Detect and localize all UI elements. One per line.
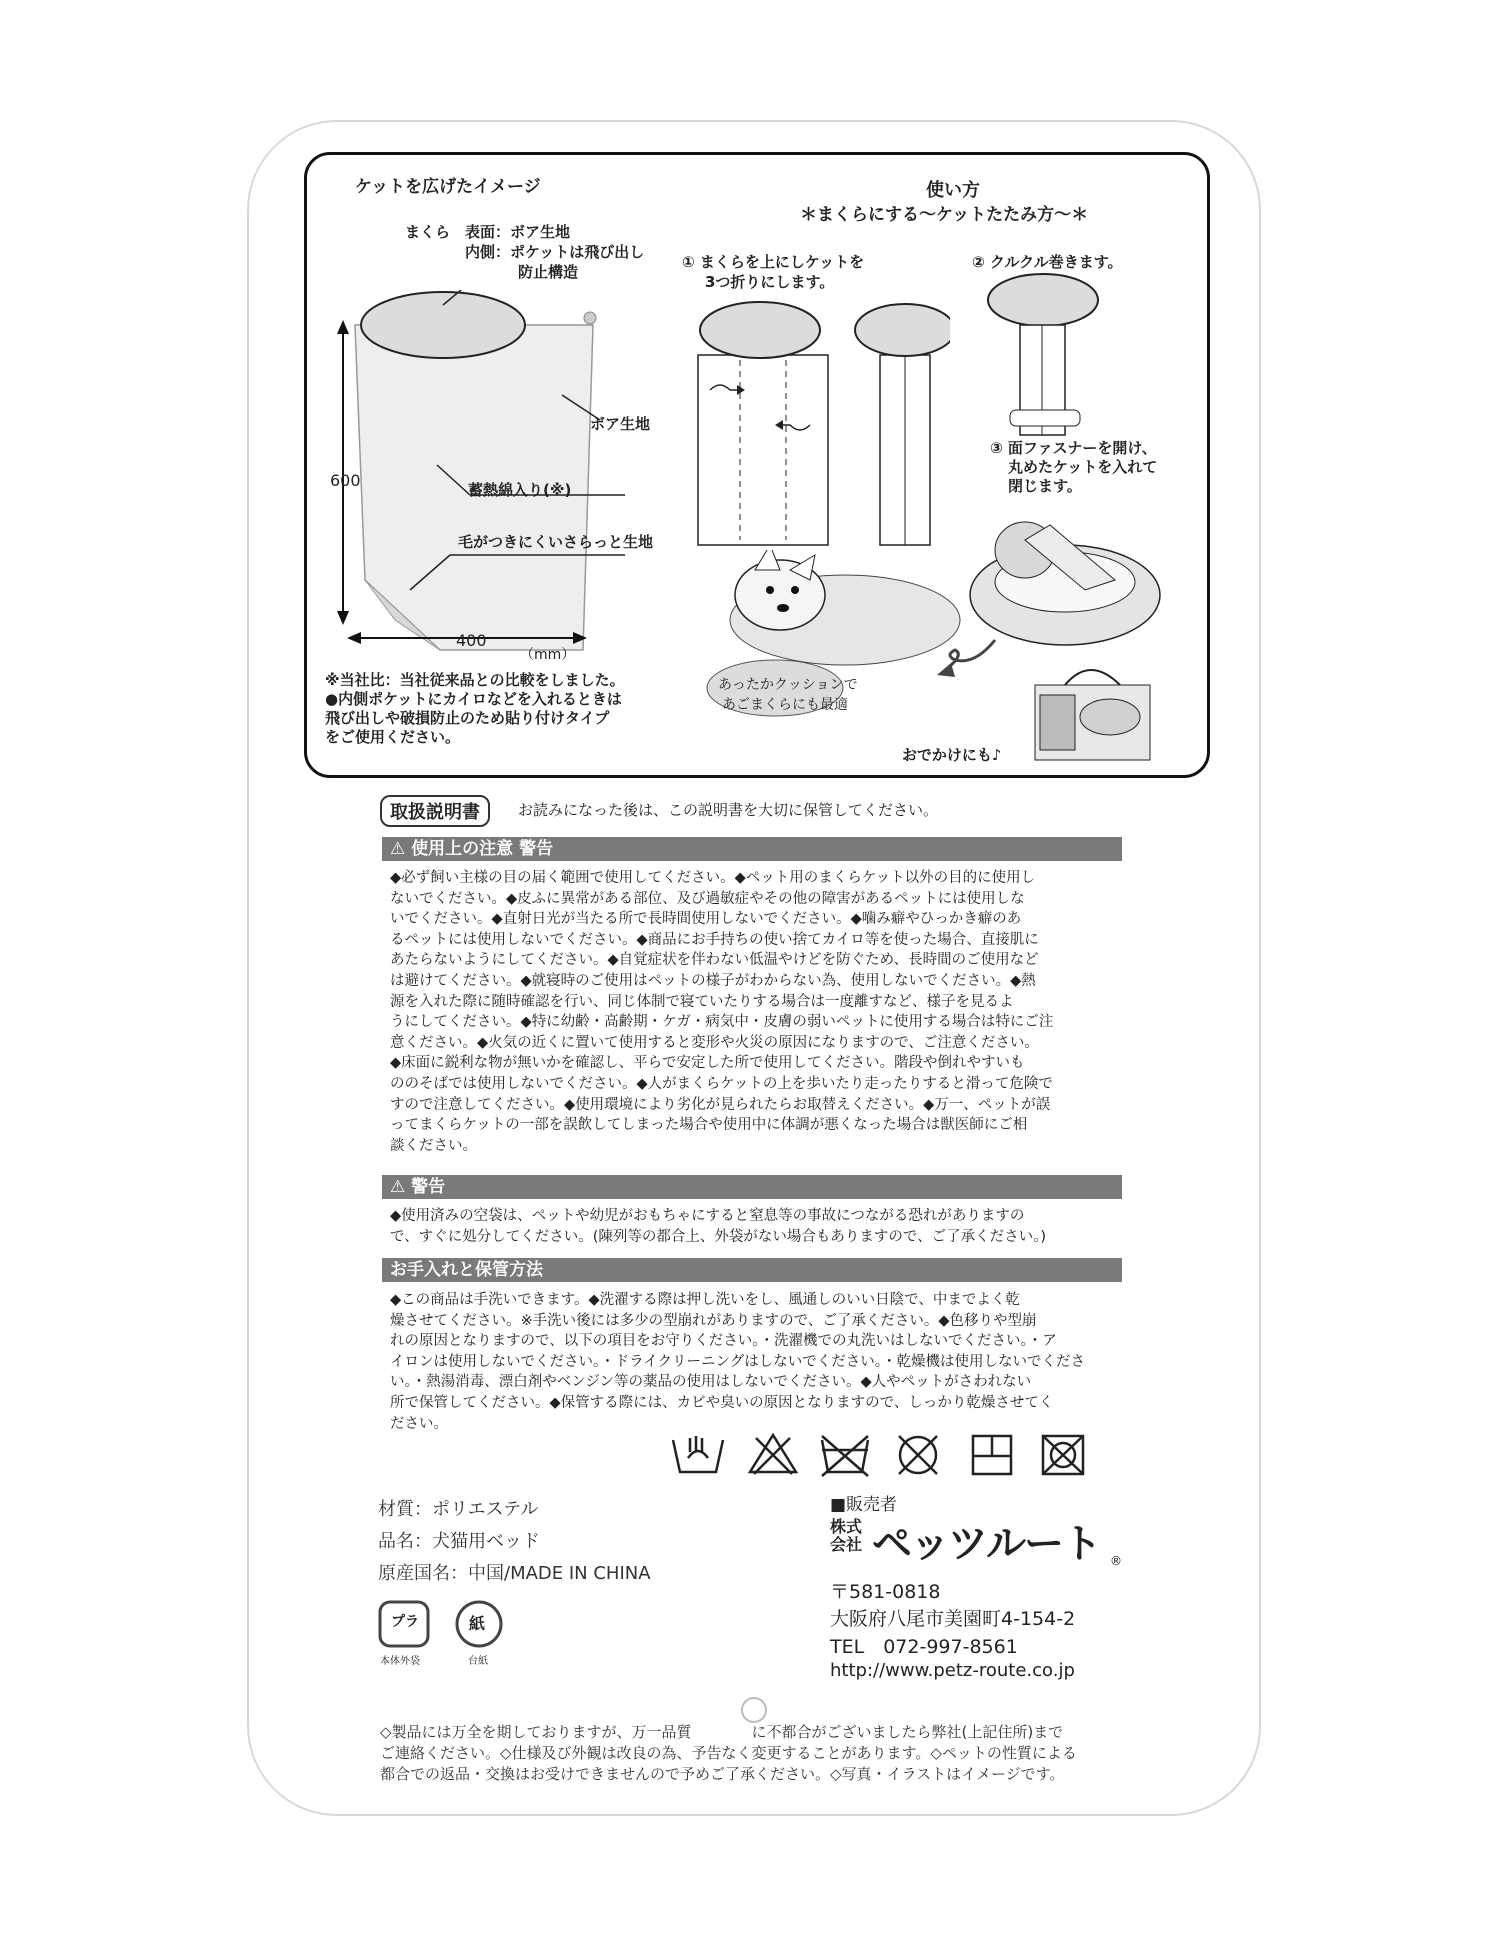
caution-line: ◆必ず飼い主様の目の届く範囲で使用してください。◆ペット用のまくらケット以外の目的に使用し: [390, 870, 1036, 886]
care-symbols: [668, 1430, 1108, 1480]
care-line: 所で保管してください。◆保管する際には、カビや臭いの原因となりますので、しっかり乾燥させてく: [390, 1394, 1054, 1411]
no-dry-clean-icon: [899, 1436, 937, 1474]
caution-line: は避けてください。◆就寝時のご使用はペットの様子がわからない為、使用しないでください。◆熱: [390, 972, 1036, 989]
care-line: ◆この商品は手洗いできます。◆洗濯する際は押し洗いをし、風通しのいい日陰で、中までよく乾: [390, 1292, 1020, 1308]
warning-icon: ⚠: [390, 839, 406, 859]
step-2: ② クルクル巻きます。: [972, 253, 1123, 271]
step-3-line-1: ③ 面ファスナーを開け、: [990, 439, 1157, 457]
bubble-line-1: あったかクッションで: [718, 677, 858, 693]
no-iron-icon: [1043, 1436, 1083, 1474]
care-line: ださい。: [390, 1415, 448, 1432]
caution-line: うにしてください。◆特に幼齢・高齢期・ケガ・病気中・皮膚の弱いペットに使用する場合は特にご注: [390, 1014, 1054, 1031]
note-1: ※当社比：当社従来品との比較をしました。: [325, 671, 625, 689]
care-line: れの原因となりますので、以下の項目をお守りください。・洗濯機での丸洗いはしないでください。・ア: [390, 1333, 1057, 1350]
paper-mark-label: 紙: [469, 1614, 486, 1633]
step-3-line-3: 閉じます。: [1008, 477, 1082, 495]
warning-line: ◆使用済みの空袋は、ペットや幼児がおもちゃにすると窒息等の事故につながる恐れがありますの: [390, 1208, 1025, 1224]
dimension-height: 600: [330, 471, 361, 490]
plastic-caption: 本体外袋: [380, 1656, 420, 1667]
care-line: い。・熱湯消毒、漂白剤やベンジン等の薬品の使用はしないでください。◆人やペットがさわれない: [390, 1374, 1032, 1391]
manual-intro: お読みになった後は、この説明書を大切に保管してください。: [518, 801, 939, 819]
caution-line: るペットには使用しないでください。◆商品にお手持ちの使い捨てカイロ等を使った場合、直接肌に: [390, 931, 1039, 948]
product-name: 品名：犬猫用ベッド: [378, 1531, 540, 1552]
step-3-line-2: 丸めたケットを入れて: [1008, 458, 1158, 476]
caution-line: ってまくらケットの一部を誤飲してしまった場合や使用中に体調が悪くなった場合は獣医師にご相: [390, 1117, 1028, 1134]
bag-illustration: [1030, 655, 1160, 765]
dimension-unit: （mm）: [520, 647, 576, 663]
bubble-line-2: あごまくらにも最適: [722, 697, 848, 713]
seller-address: 大阪府八尾市美園町4-154-2: [830, 1608, 1076, 1630]
inner-label-2: 防止構造: [518, 263, 579, 281]
care-header: お手入れと保管方法: [382, 1258, 1122, 1282]
origin: 原産国名：中国/MADE IN CHINA: [378, 1563, 651, 1584]
warning-header: [382, 1175, 1122, 1199]
caution-line: ◆床面に鋭利な物が無いかを確認し、平らで安定した所で使用してください。階段や倒れやすいも: [390, 1055, 1025, 1072]
postal-code: 〒581-0818: [830, 1581, 941, 1603]
usage-subtitle: ＊まくらにする～ケットたたみ方～＊: [800, 205, 1089, 225]
hang-hole-bottom: [741, 1697, 767, 1723]
arrow-curl-icon: [935, 635, 1005, 685]
inner-label: 内側：ポケットは飛び出し: [465, 243, 645, 261]
step-1-line-1: ① まくらを上にしケットを: [682, 253, 865, 271]
heat-label: 蓄熱綿入り(※): [468, 481, 572, 499]
registered-mark: ®: [1110, 1554, 1122, 1568]
note-3: 飛び出しや破損防止のため貼り付けタイプ: [325, 709, 610, 727]
caution-title: 使用上の注意 警告: [411, 839, 554, 859]
seller-tel: TEL 072-997-8561: [830, 1636, 1018, 1658]
outing-label: おでかけにも♪: [902, 746, 1002, 764]
surface-label: 表面：ボア生地: [465, 223, 571, 241]
company-prefix-2: 会社: [830, 1535, 863, 1554]
warning-body: [390, 1206, 1105, 1247]
caution-line: いでください。◆直射日光が当たる所で長時間使用しないでください。◆噛み癖やひっかき癖のあ: [390, 911, 1022, 928]
company-logo: ペッツルート: [872, 1521, 1100, 1567]
no-bleach-icon: [750, 1435, 796, 1474]
pillow-label: まくら: [405, 223, 451, 241]
warning-line: で、すぐに処分してください。(陳列等の都合上、外袋がない場合もありますので、ご了承ください。): [390, 1228, 1046, 1245]
paper-caption: 台紙: [468, 1656, 488, 1667]
note-2: ●内側ポケットにカイロなどを入れるときは: [325, 690, 622, 708]
usage-title: 使い方: [926, 180, 980, 201]
care-line: イロンは使用しないでください。・ドライクリーニングはしないでください。・乾燥機は使用しないでくださ: [390, 1353, 1085, 1370]
caution-line: あたらないようにしてください。◆自覚症状を伴わない低温やけどを防ぐため、長時間のご使用など: [390, 952, 1039, 969]
company-prefix-1: 株式: [830, 1517, 863, 1536]
seller-url[interactable]: http://www.petz-route.co.jp: [830, 1660, 1075, 1681]
hand-wash-icon: [673, 1436, 723, 1472]
warning-title: 警告: [411, 1177, 446, 1197]
warning-icon: ⚠: [390, 1177, 406, 1197]
footer-note: [380, 1722, 1160, 1785]
caution-body: [390, 868, 1105, 1156]
care-body: [390, 1290, 1105, 1434]
care-line: 燥させてください。※手洗い後には多少の型崩れがありますので、ご了承ください。◆色移りや型崩: [390, 1312, 1037, 1329]
line-dry-icon: [973, 1436, 1011, 1474]
dimension-width: 400: [456, 631, 487, 650]
caution-line: すので注意してください。◆使用環境により劣化が見られたらお取替えください。◆万一、ペットが誤: [390, 1096, 1051, 1113]
material: 材質：ポリエステル: [378, 1499, 539, 1520]
diagram-title: ケットを広げたイメージ: [355, 177, 541, 197]
footer-line: 都合での返品・交換はお受けできませんので予めご了承ください。◇写真・イラストはイメージです。: [380, 1765, 1065, 1783]
fold-illustration: [690, 295, 950, 565]
caution-header: [382, 837, 1122, 861]
note-4: をご使用ください。: [325, 728, 461, 746]
roll-illustration: [975, 270, 1115, 445]
step-1-line-2: 3つ折りにします。: [705, 273, 835, 291]
footer-line: ご連絡ください。◇仕様及び外観は改良の為、予告なく変更することがあります。◇ペットの性質による: [380, 1744, 1077, 1762]
plastic-mark-label: プラ: [391, 1614, 419, 1630]
caution-line: 源を入れた際に随時確認を行い、同じ体制で寝ていたりする場合は一度離すなど、様子を見るよ: [390, 993, 1014, 1010]
boa-label: ボア生地: [590, 415, 651, 433]
no-tumble-dry-icon: [822, 1436, 868, 1476]
caution-line: 意ください。◆火気の近くに置いて使用すると変形や火災の原因になりますので、ご注意ください。: [390, 1034, 1039, 1051]
footer-line: ◇製品には万全を期しておりますが、万一品質 に不都合がございましたら弊社(上記住所)まで: [380, 1723, 1064, 1741]
smooth-fabric-label: 毛がつきにくいさらっと生地: [458, 533, 654, 551]
seller-label: ■販売者: [830, 1495, 898, 1515]
manual-badge: 取扱説明書: [380, 795, 490, 827]
caution-line: 談ください。: [390, 1137, 477, 1154]
caution-line: ないでください。◆皮ふに異常がある部位、及び過敏症やその他の障害があるペットには使用しな: [390, 890, 1025, 907]
caution-line: ののそばでは使用しないでください。◆人がまくらケットの上を歩いたり走ったりすると滑って危険で: [390, 1075, 1053, 1092]
company-prefix: [830, 1518, 862, 1554]
